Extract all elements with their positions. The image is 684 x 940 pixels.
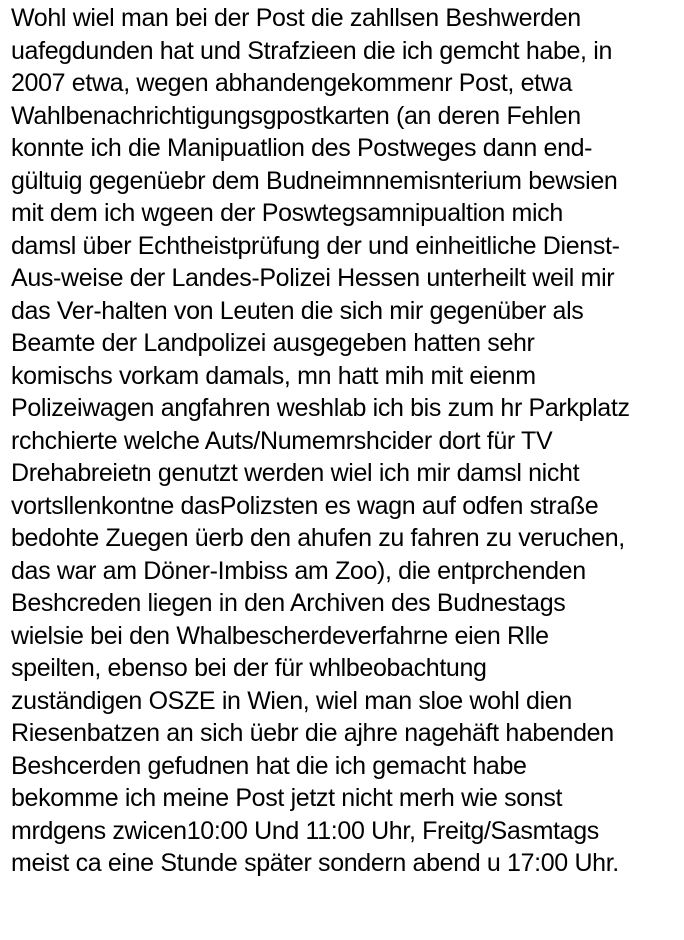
text-line: Riesenbatzen an sich üebr die ajhre nagehäft habenden	[11, 719, 614, 747]
text-line: 2007 etwa, wegen abhandengekommenr Post, etwa	[11, 69, 573, 97]
text-line: damsl über Echtheistprüfung der und einheitliche Dienst-	[11, 231, 620, 260]
text-line: meist ca eine Stunde später sondern abend u 17:00 Uhr.	[11, 849, 619, 877]
text-line: speilten, ebenso bei der für whlbeobachtung	[11, 654, 487, 682]
text-line: Wahlbenachrichtigungsgpostkarten (an deren Fehlen	[11, 101, 581, 130]
text-line: wielsie bei den Whalbescherdeverfahrne eien Rlle	[11, 621, 549, 650]
text-line: vortsllenkontne dasPolizsten es wagn auf odfen straße	[11, 491, 599, 520]
text-line: das war am Döner-Imbiss am Zoo), die entprchenden	[11, 556, 586, 585]
text-line: Wohl wiel man bei der Post die zahllsen Beshwerden	[11, 4, 581, 32]
text-line: mit dem ich wgeen der Poswtegsamnipualtion mich	[11, 199, 563, 227]
text-line: komischs vorkam damals, mn hatt mih mit eienm	[11, 361, 536, 390]
text-line: zuständigen OSZE in Wien, wiel man sloe wohl dien	[11, 686, 572, 715]
text-line: gültuig gegenüebr dem Budneimnnemisnterium bewsien	[11, 166, 618, 195]
text-line: Polizeiwagen angfahren weshlab ich bis zum hr Parkplatz	[11, 394, 630, 422]
text-line: das Ver-halten von Leuten die sich mir gegenüber als	[11, 296, 584, 325]
text-line: rchchierte welche Auts/Numemrshcider dort für TV	[11, 426, 553, 455]
text-line: Drehabreietn genutzt werden wiel ich mir damsl nicht	[11, 459, 580, 487]
text-line: Beshcerden gefudnen hat die ich gemacht habe	[11, 751, 527, 780]
text-line: Beshcreden liegen in den Archiven des Budnestags	[11, 589, 566, 617]
text-line: uafegdunden hat und Strafzieen die ich gemcht habe, in	[11, 36, 612, 65]
text-line: konnte ich die Manipuatlion des Postweges dann end-	[11, 134, 593, 162]
text-line: mrdgens zwicen10:00 Und 11:00 Uhr, Freitg/Sasmtags	[11, 816, 599, 845]
text-line: Beamte der Landpolizei ausgegeben hatten sehr	[11, 329, 535, 357]
body-text	[11, 2, 683, 880]
text-line: bedohte Zuegen üerb den ahufen zu fahren zu veruchen,	[11, 524, 625, 552]
text-line: bekomme ich meine Post jetzt nicht merh wie sonst	[11, 784, 563, 812]
text-line: Aus-weise der Landes-Polizei Hessen unterheilt weil mir	[11, 264, 615, 292]
